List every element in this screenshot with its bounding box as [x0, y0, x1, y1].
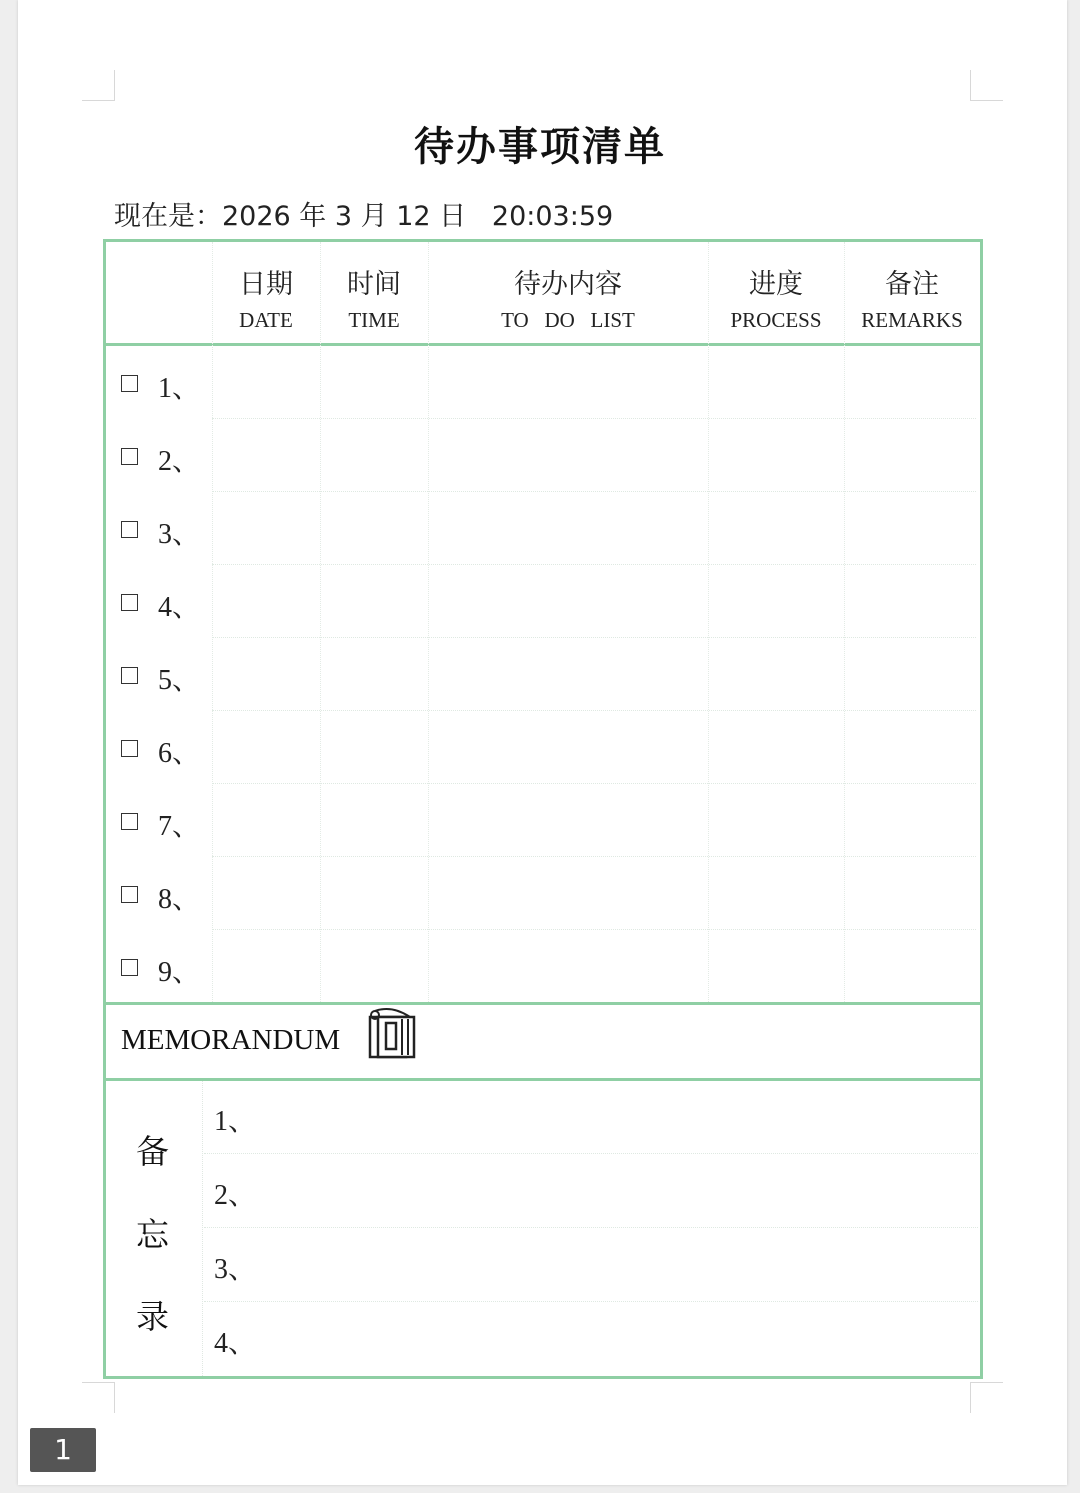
column-date-en: DATE: [239, 308, 293, 332]
column-date-cn: 日期: [239, 269, 293, 300]
row-number: 1、: [158, 373, 201, 404]
table-row: [106, 565, 980, 638]
memo-line[interactable]: [204, 1081, 978, 1154]
table-row: [106, 784, 980, 857]
row-number: 9、: [158, 957, 201, 988]
checkbox[interactable]: [121, 594, 138, 611]
column-time: [320, 242, 428, 343]
page-number-badge[interactable]: 1: [30, 1428, 96, 1472]
row-divider: [204, 1301, 978, 1302]
row-number: 8、: [158, 884, 201, 915]
table-row: [106, 492, 980, 565]
checkbox[interactable]: [121, 959, 138, 976]
memo-line[interactable]: [204, 1303, 978, 1376]
column-process-en: PROCESS: [730, 308, 822, 332]
column-time-en: TIME: [348, 308, 400, 332]
column-todo-en: TO DO LIST: [501, 308, 635, 332]
row-number: 5、: [158, 665, 201, 696]
table-row: [106, 857, 980, 930]
crop-mark: [82, 70, 115, 101]
table-row: [106, 346, 980, 419]
column-process-cn: 进度: [749, 269, 803, 300]
row-divider: [204, 1227, 978, 1228]
current-datetime: 现在是：2026 年 3 月 12 日 20:03:59: [114, 201, 614, 232]
todo-table: [103, 239, 983, 1379]
crop-mark: [970, 70, 1003, 101]
column-time-cn: 时间: [347, 269, 401, 300]
checkbox[interactable]: [121, 375, 138, 392]
table-row: [106, 711, 980, 784]
page-title: 待办事项清单: [414, 124, 666, 170]
memo-side-label: [106, 1081, 203, 1376]
checkbox[interactable]: [121, 448, 138, 465]
table-row: [106, 638, 980, 711]
row-number: 7、: [158, 811, 201, 842]
row-number: 4、: [158, 592, 201, 623]
memo-char: 录: [136, 1297, 169, 1336]
table-header: [106, 242, 980, 346]
column-remarks: [844, 242, 980, 343]
checkbox[interactable]: [121, 813, 138, 830]
column-process: [708, 242, 844, 343]
memo-char: 备: [136, 1132, 169, 1171]
memo-line-number: 2、: [214, 1180, 257, 1211]
row-number: 2、: [158, 446, 201, 477]
memo-line-number: 3、: [214, 1254, 257, 1285]
memo-line-number: 4、: [214, 1328, 257, 1359]
checkbox[interactable]: [121, 740, 138, 757]
memo-line[interactable]: [204, 1155, 978, 1228]
memo-line-number: 1、: [214, 1106, 257, 1137]
checkbox[interactable]: [121, 886, 138, 903]
column-remarks-en: REMARKS: [861, 308, 963, 332]
row-number: 6、: [158, 738, 201, 769]
memo-line[interactable]: [204, 1229, 978, 1302]
memo-char: 忘: [136, 1215, 169, 1254]
checkbox[interactable]: [121, 667, 138, 684]
column-remarks-cn: 备注: [885, 269, 939, 300]
row-number: 3、: [158, 519, 201, 550]
column-todo-cn: 待办内容: [514, 269, 622, 300]
crop-mark: [970, 1382, 1003, 1413]
checkbox[interactable]: [121, 521, 138, 538]
table-row: [106, 419, 980, 492]
memo-section: [106, 1081, 980, 1376]
crop-mark: [82, 1382, 115, 1413]
table-row: [106, 930, 980, 1003]
memorandum-heading: MEMORANDUM: [121, 1024, 341, 1056]
row-divider: [204, 1153, 978, 1154]
memorandum-bar: [106, 1002, 980, 1081]
notebook-icon: [366, 1007, 420, 1061]
column-todo: [428, 242, 708, 343]
column-date: [212, 242, 320, 343]
